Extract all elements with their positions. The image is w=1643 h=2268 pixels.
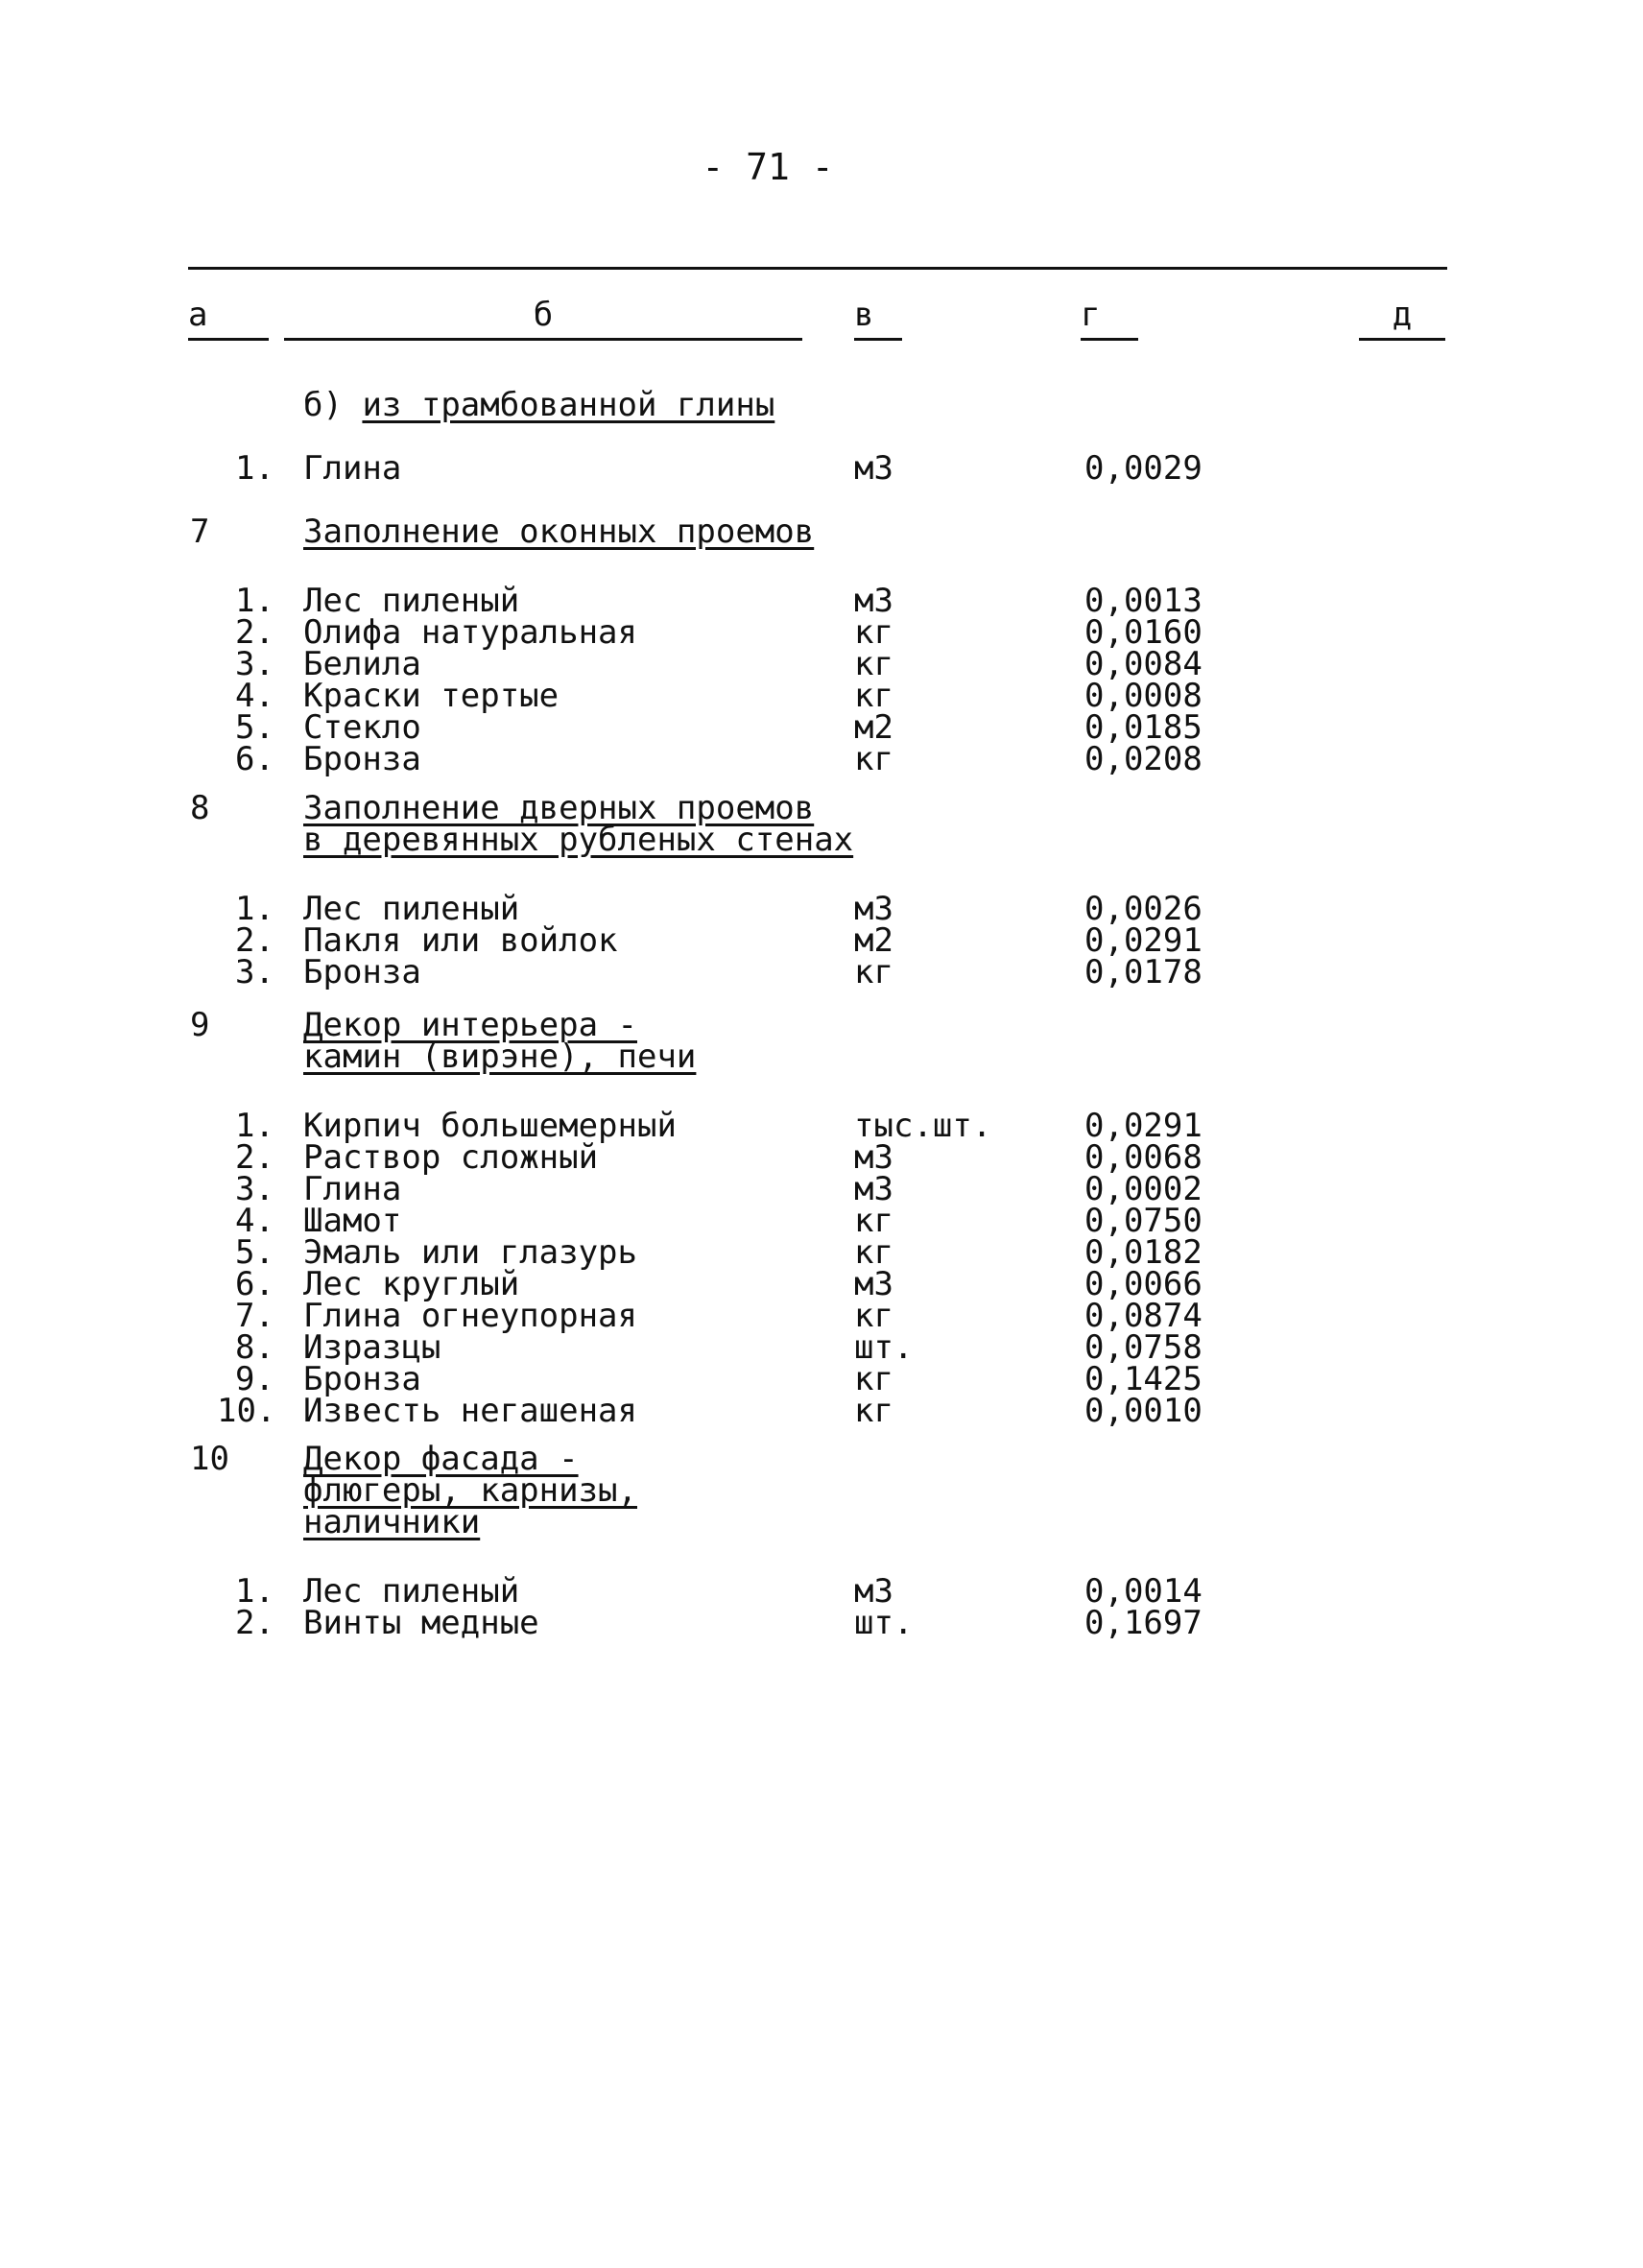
section-title: Декор интерьера - (303, 1006, 637, 1044)
item-quantity: 0,0008 (1084, 677, 1202, 715)
item-quantity: 0,1425 (1084, 1360, 1202, 1398)
column-header-g: г (1081, 296, 1138, 341)
item-unit: м2 (854, 708, 893, 747)
item-quantity: 0,0014 (1084, 1572, 1202, 1611)
item-quantity: 0,0185 (1084, 708, 1202, 747)
item-number: 5. (235, 1233, 274, 1272)
item-quantity: 0,0208 (1084, 740, 1202, 778)
item-name: Шамот (303, 1202, 402, 1240)
item-name: Глина (303, 1170, 402, 1208)
item-quantity: 0,0874 (1084, 1297, 1202, 1335)
item-number: 1. (235, 449, 274, 488)
item-name: Эмаль или глазурь (303, 1233, 637, 1272)
item-unit: кг (854, 1202, 893, 1240)
item-name: Стекло (303, 708, 421, 747)
item-unit: кг (854, 953, 893, 991)
item-name: Лес круглый (303, 1265, 520, 1303)
item-name: Изразцы (303, 1328, 441, 1367)
section-title: Заполнение оконных проемов (303, 513, 815, 551)
item-unit: кг (854, 1297, 893, 1335)
section-number: 7 (190, 513, 210, 551)
item-unit: м2 (854, 921, 893, 960)
item-name: Бронза (303, 1360, 421, 1398)
item-number: 2. (235, 613, 274, 652)
item-number: 8. (235, 1328, 274, 1367)
item-unit: кг (854, 677, 893, 715)
item-number: 5. (235, 708, 274, 747)
item-quantity: 0,0160 (1084, 613, 1202, 652)
item-quantity: 0,0758 (1084, 1328, 1202, 1367)
item-unit: м3 (854, 582, 893, 620)
item-number: 2. (235, 1138, 274, 1177)
item-quantity: 0,0029 (1084, 449, 1202, 488)
column-header-a: а (188, 296, 269, 341)
item-quantity: 0,0750 (1084, 1202, 1202, 1240)
top-rule (188, 267, 1447, 270)
item-quantity: 0,0182 (1084, 1233, 1202, 1272)
item-quantity: 0,0013 (1084, 582, 1202, 620)
item-unit: кг (854, 613, 893, 652)
item-name: Бронза (303, 953, 421, 991)
page-number: - 71 - (702, 146, 834, 188)
item-unit: м3 (854, 1170, 893, 1208)
item-number: 1. (235, 1572, 274, 1611)
item-number: 1. (235, 582, 274, 620)
item-quantity: 0,0291 (1084, 921, 1202, 960)
item-unit: шт. (854, 1328, 914, 1367)
section-title: наличники (303, 1503, 481, 1541)
item-number: 6. (235, 1265, 274, 1303)
item-number: 1. (235, 890, 274, 928)
section-title: в деревянных рубленых стенах (303, 821, 854, 859)
item-quantity: 0,0002 (1084, 1170, 1202, 1208)
item-unit: м3 (854, 449, 893, 488)
item-quantity: 0,0178 (1084, 953, 1202, 991)
item-number: 2. (235, 1604, 274, 1642)
item-unit: м3 (854, 1265, 893, 1303)
item-quantity: 0,0291 (1084, 1107, 1202, 1145)
item-name: Кирпич большемерный (303, 1107, 677, 1145)
item-quantity: 0,0066 (1084, 1265, 1202, 1303)
item-name: Лес пиленый (303, 1572, 520, 1611)
column-header-b: б (284, 296, 802, 341)
item-quantity: 0,1697 (1084, 1604, 1202, 1642)
item-name: Пакля или войлок (303, 921, 618, 960)
item-quantity: 0,0084 (1084, 645, 1202, 683)
section-number: 10 (190, 1440, 229, 1478)
section-title: камин (вирэне), печи (303, 1038, 697, 1076)
item-unit: м3 (854, 890, 893, 928)
section-number: 9 (190, 1006, 210, 1044)
item-unit: м3 (854, 1572, 893, 1611)
item-name: Глина огнеупорная (303, 1297, 637, 1335)
item-unit: шт. (854, 1604, 914, 1642)
column-header-d: д (1359, 296, 1445, 341)
item-name: Раствор сложный (303, 1138, 599, 1177)
item-number: 2. (235, 921, 274, 960)
item-unit: кг (854, 645, 893, 683)
item-number: 3. (235, 953, 274, 991)
item-name: Олифа натуральная (303, 613, 637, 652)
item-number: 7. (235, 1297, 274, 1335)
item-name: Лес пиленый (303, 890, 520, 928)
item-number: 10. (217, 1392, 276, 1430)
item-quantity: 0,0010 (1084, 1392, 1202, 1430)
item-number: 6. (235, 740, 274, 778)
section-title: Декор фасада - (303, 1440, 579, 1478)
item-unit: кг (854, 1360, 893, 1398)
subsection-prefix: б) (303, 386, 343, 424)
item-quantity: 0,0068 (1084, 1138, 1202, 1177)
item-unit: кг (854, 1233, 893, 1272)
item-name: Краски тертые (303, 677, 560, 715)
section-title: Заполнение дверных проемов (303, 789, 815, 827)
item-name: Известь негашеная (303, 1392, 637, 1430)
item-number: 9. (235, 1360, 274, 1398)
item-name: Глина (303, 449, 402, 488)
item-number: 1. (235, 1107, 274, 1145)
item-name: Лес пиленый (303, 582, 520, 620)
item-number: 4. (235, 677, 274, 715)
item-unit: кг (854, 1392, 893, 1430)
item-name: Бронза (303, 740, 421, 778)
item-number: 4. (235, 1202, 274, 1240)
item-number: 3. (235, 645, 274, 683)
item-unit: м3 (854, 1138, 893, 1177)
column-header-v: в (854, 296, 902, 341)
item-name: Белила (303, 645, 421, 683)
item-quantity: 0,0026 (1084, 890, 1202, 928)
section-number: 8 (190, 789, 210, 827)
item-unit: тыс.шт. (854, 1107, 992, 1145)
item-unit: кг (854, 740, 893, 778)
item-name: Винты медные (303, 1604, 539, 1642)
section-title: флюгеры, карнизы, (303, 1471, 637, 1510)
subsection-title-text: из трамбованной глины (362, 386, 775, 424)
item-number: 3. (235, 1170, 274, 1208)
